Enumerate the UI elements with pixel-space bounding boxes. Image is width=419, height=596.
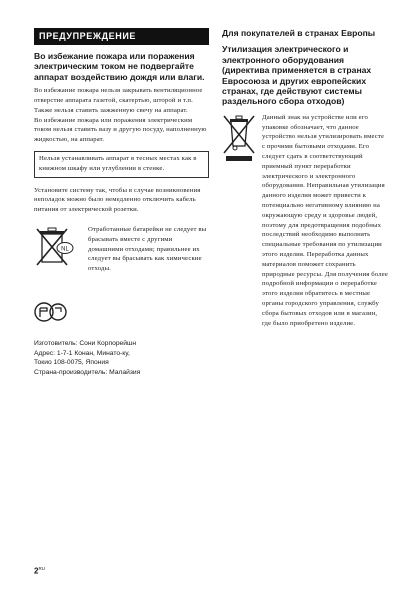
crossed-wheelie-bin-icon <box>222 113 256 163</box>
right-column <box>222 28 388 328</box>
manufacturer-country-line: Страна-производитель: Малайзия <box>34 368 141 376</box>
weee-subheading: Утилизация электрического и электронного оборудования (директива применяется в странах Евросоюза и других европейских странах, где действуют системы раздельного сбора отходов) <box>222 44 372 107</box>
socket-note: Установите систему так, чтобы в случае возникновения неполадок можно было немедленно отключить кабель питания от электрической розетки. <box>34 186 201 214</box>
placement-note-box <box>34 151 209 178</box>
page-number <box>34 566 45 576</box>
manufacturer-city-line: Токио 108-0075, Япония <box>34 359 109 367</box>
crossed-battery-bin-icon <box>34 225 76 267</box>
manufacturer-block <box>34 339 209 377</box>
fire-paragraph-1: Во избежание пожара нельзя закрывать вентиляционное отверстие аппарата газетой, скатертью, шторой и т.п. Также нельзя ставить зажженную свечу на аппарат. <box>34 87 203 114</box>
warning-banner: ПРЕДУПРЕЖДЕНИЕ <box>34 28 209 45</box>
battery-icon-label: NL <box>61 246 69 253</box>
weee-section <box>222 113 388 329</box>
page-language-suffix: RU <box>38 566 45 571</box>
fire-warning-heading: Во избежание пожара или поражения электрическим током не подвергайте аппарат воздействию дождя или влаги. <box>34 51 205 82</box>
page-number-value: 2 <box>34 566 39 576</box>
left-column <box>34 28 209 377</box>
weee-disposal-text: Данный знак на устройстве или его упаковке обозначает, что данное устройство нельзя утилизировать вместе с прочими бытовыми отходами. Его следует сдать в соответствующий приемный пункт переработки электрического и электронного оборудования. Неправильная утилизация данного изделия может привести к потенциально негативному влиянию на окружающую среду и здоровье людей, поэтому для предотвращения подобных последствий необходимо выполнять специальные требования по утилизации этого изделия. Переработка данных материалов поможет сохранить природные ресурсы. Для получения более подробной информации о переработке этого изделия обратитесь в местные органы городского управления, службу сбора бытовых отходов или в магазин, где было приобретено изделие. <box>262 113 388 327</box>
battery-disposal-row <box>34 225 209 300</box>
gost-certification-icon <box>34 300 68 324</box>
europe-heading: Для покупателей в странах Европы <box>222 28 376 38</box>
manufacturer-address-line: Адрес: 1-7-1 Конан, Минато-ку, <box>34 349 130 357</box>
fire-paragraph-2: Во избежание пожара или поражения электрическим током нельзя ставить вазу и другую посуду, наполненную жидкостью, на аппарат. <box>34 116 207 144</box>
manufacturer-line: Изготовитель: Сони Корпорейшн <box>34 339 137 347</box>
battery-disposal-text: Отработанные батарейки не следует вы брасывать вместе с другими домашними отходами; правильнее их следует вы брасывать как химические отходы. <box>88 225 207 273</box>
placement-note: Нельзя устанавливать аппарат в тесных местах как в книжном шкафу или углублении в стенке. <box>39 155 197 172</box>
gost-mark <box>34 300 209 329</box>
